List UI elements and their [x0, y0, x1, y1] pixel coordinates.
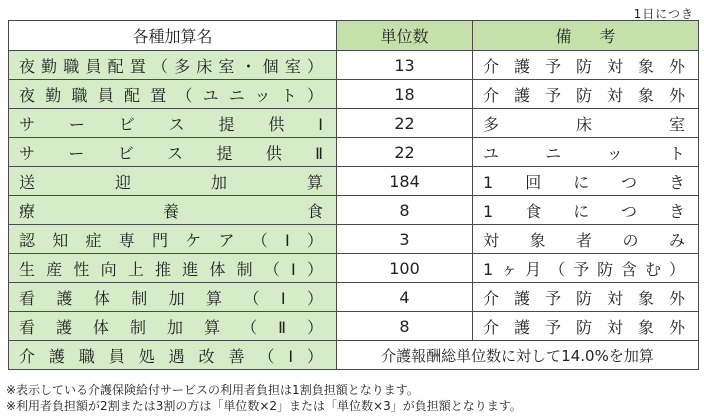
- row-units: 3: [337, 225, 473, 254]
- table-header-row: [9, 21, 699, 51]
- footnotes: [6, 382, 522, 414]
- row-note: 介護予防対象外: [483, 288, 686, 308]
- table-body: [9, 51, 699, 370]
- row-name-cell: [9, 138, 337, 167]
- row-note: 介護予防対象外: [483, 317, 686, 337]
- row-name: 療養食: [19, 201, 324, 221]
- header-note: [473, 21, 699, 51]
- table-row-last: [9, 341, 699, 370]
- row-note-cell: [473, 196, 699, 225]
- row-units: 8: [337, 196, 473, 225]
- table-row: [9, 254, 699, 283]
- row-units: 184: [337, 167, 473, 196]
- row-note-cell: [473, 109, 699, 138]
- row-name: 夜勤職員配置（ユニット）: [19, 85, 324, 105]
- row-note-cell: [473, 254, 699, 283]
- row-note-cell: [473, 51, 699, 80]
- table-row: [9, 312, 699, 341]
- row-name: 看護体制加算（Ⅱ）: [19, 317, 324, 337]
- row-units: 4: [337, 283, 473, 312]
- table-row: [9, 283, 699, 312]
- row-name-cell: [9, 51, 337, 80]
- table-row: [9, 167, 699, 196]
- row-name-cell: [9, 341, 337, 370]
- row-name-cell: [9, 80, 337, 109]
- row-name: サービス提供Ⅰ: [19, 114, 324, 134]
- unit-note: 1日につき: [633, 7, 694, 21]
- row-units: 22: [337, 109, 473, 138]
- row-note: 1回につき: [483, 172, 686, 192]
- table-row: [9, 80, 699, 109]
- table-row: [9, 51, 699, 80]
- row-note-cell: [473, 167, 699, 196]
- row-note: 介護予防対象外: [483, 85, 686, 105]
- row-note: 1ヶ月（予防含む）: [483, 259, 686, 279]
- row-name: 生産性向上推進体制（Ⅰ）: [19, 259, 324, 279]
- row-name: 夜勤職員配置（多床室・個室）: [19, 56, 324, 76]
- row-units: 18: [337, 80, 473, 109]
- row-note: 1食につき: [483, 201, 686, 221]
- footnote: ※表示している介護保険給付サービスの利用者負担は1割負担額となります。: [6, 383, 419, 397]
- row-name-cell: [9, 225, 337, 254]
- row-name: 認知症専門ケア（Ⅰ）: [19, 230, 324, 250]
- row-name-cell: [9, 196, 337, 225]
- table-row: [9, 196, 699, 225]
- header-note-label: 備 考: [555, 27, 616, 46]
- fee-table: [8, 20, 699, 370]
- row-name: 送迎加算: [19, 172, 324, 192]
- row-name: サービス提供Ⅱ: [19, 143, 324, 163]
- row-name: 看護体制加算（Ⅰ）: [19, 288, 324, 308]
- header-name: 各種加算名: [9, 21, 337, 51]
- row-note: 多床室: [483, 114, 686, 134]
- row-name-cell: [9, 283, 337, 312]
- footnote: ※利用者負担額が2割または3割の方は「単位数×2」または「単位数×3」が負担額となります。: [6, 399, 522, 413]
- row-name-cell: [9, 312, 337, 341]
- row-note-cell: [473, 80, 699, 109]
- row-name-cell: [9, 167, 337, 196]
- table-row: [9, 138, 699, 167]
- row-name: 介護職員処遇改善（Ⅰ）: [19, 346, 324, 366]
- row-note: ユニット: [483, 143, 686, 163]
- row-units: 13: [337, 51, 473, 80]
- row-name-cell: [9, 254, 337, 283]
- row-note-wide: 介護報酬総単位数に対して14.0%を加算: [337, 341, 699, 370]
- row-name-cell: [9, 109, 337, 138]
- row-note-cell: [473, 312, 699, 341]
- row-note-cell: [473, 283, 699, 312]
- row-note-cell: [473, 138, 699, 167]
- header-units: 単位数: [337, 21, 473, 51]
- row-note-cell: [473, 225, 699, 254]
- row-note: 対象者のみ: [483, 230, 686, 250]
- table-row: [9, 225, 699, 254]
- row-units: 8: [337, 312, 473, 341]
- table-row: [9, 109, 699, 138]
- row-units: 22: [337, 138, 473, 167]
- row-units: 100: [337, 254, 473, 283]
- row-note: 介護予防対象外: [483, 56, 686, 76]
